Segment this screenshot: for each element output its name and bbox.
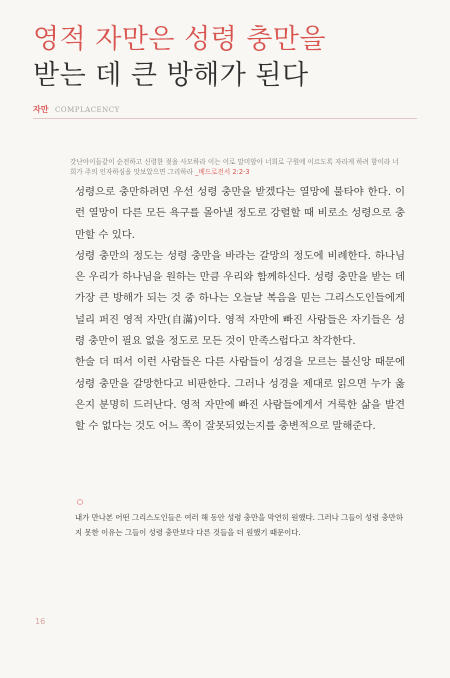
title-line-1: 영적 자만은 성령 충만을 [33,24,327,55]
page-title [33,22,433,94]
section-label [33,104,417,119]
body-paragraph-2: 성령 충만의 정도는 성령 충만을 바라는 갈망의 정도에 비례한다. 하나님은 우리가 하나님을 원하는 만큼 우리와 함께하신다. 성령 충만을 받는 데 가장 큰 방해가 되는 것 중 하나는 오늘날 복음을 믿는 그리스도인들에게 널리 퍼진 영적 자만(自滿)이다. 영적 자만에 빠진 사람들은 자기들은 성령 충만이 필요 없을 정도로 모든 것이 만족스럽다고 착각한다. [75,249,405,348]
section-label-english: COMPLACENCY [55,106,120,114]
note-bullet-icon [77,499,83,505]
body-paragraph-1: 성령으로 충만하려면 우선 성령 충만을 받겠다는 열망에 불타야 한다. 이런 열망이 다른 모든 욕구를 몰아낼 정도로 강렬할 때 비로소 성령으로 충만할 수 있다. [75,186,405,241]
title-line-2: 받는 데 큰 방해가 된다 [33,60,309,91]
page-number: 16 [35,617,46,626]
footnote: 내가 만나본 어떤 그리스도인들은 여러 해 동안 성령 충만을 막연히 원했다. 그러나 그들이 성령 충만하지 못한 이유는 그들이 성령 충만보다 다른 것들을 더 원했기 때문이다. [75,513,403,537]
section-label-korean: 자만 [33,105,49,114]
verse-text: 갓난아이들같이 순전하고 신령한 젖을 사모하라 이는 이로 말미암아 너희로 구원에 이르도록 자라게 하려 함이라 너희가 주의 인자하심을 맛보았으면 그리하라 [70,158,399,177]
body-text [75,182,405,438]
scripture-verse [70,157,400,178]
verse-reference: _베드로전서 2:2-3 [195,168,250,177]
body-paragraph-3: 한술 더 떠서 이런 사람들은 다른 사람들이 성경을 모르는 불신앙 때문에 성령 충만을 갈망한다고 비판한다. 그러나 성경을 제대로 읽으면 누가 옳은지 분명히 드러난다. 영적 자만에 빠진 사람들에게서 거룩한 삶을 발견할 수 없다는 것도 어느 쪽이 잘못되었는지를 충변적으로 말해준다. [75,356,405,433]
